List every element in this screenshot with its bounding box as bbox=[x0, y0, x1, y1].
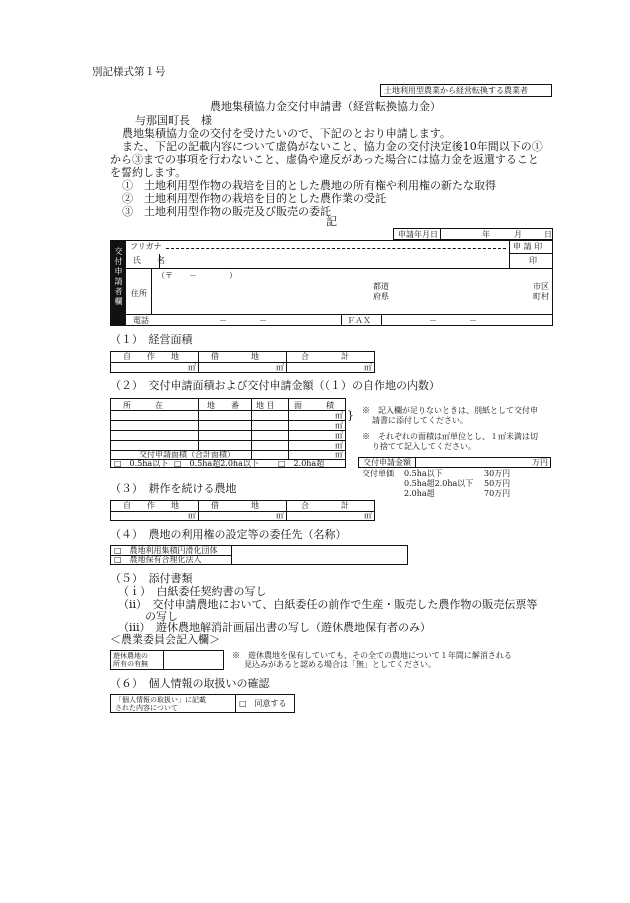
applicant-side-label: 交付申請者欄 bbox=[111, 241, 126, 325]
note-1b: 請書に添付してください。 bbox=[372, 416, 468, 425]
col-total: 合 計 bbox=[301, 352, 349, 361]
total-area-label: 交付申請面積（合計面積） bbox=[139, 450, 235, 459]
name-label: 氏 名 bbox=[133, 256, 165, 265]
col-type: 地 目 bbox=[256, 401, 275, 410]
tier-1-range: 0.5ha以下 bbox=[404, 469, 443, 478]
area-option-3[interactable]: □ 2.0ha超 bbox=[278, 459, 325, 468]
pref-label-1: 都道 bbox=[373, 282, 389, 291]
intro-line-4: を誓約します。 bbox=[110, 166, 187, 179]
ki-label: 記 bbox=[326, 215, 337, 228]
area-option-1[interactable]: □ 0.5ha以下 bbox=[114, 459, 169, 468]
category-label: 土地利用型農業から経営転換する農業者 bbox=[384, 86, 528, 95]
attachment-2: （ⅱ） 交付申請農地において、白紙委任の前作で生産・販売した農作物の販売伝票等 bbox=[118, 598, 538, 611]
pledge-1: ① 土地利用型作物の栽培を目的とした農地の所有権や利用権の新たな取得 bbox=[122, 179, 496, 192]
amount-box bbox=[358, 457, 551, 468]
seal-mark: 印 bbox=[529, 256, 537, 265]
application-date-row bbox=[393, 228, 553, 240]
intro-line-3: から③までの事項を行わないこと、虚偽や違反があった場合には協力金を返還すること bbox=[110, 153, 539, 166]
idle-label-1: 遊休農地の bbox=[113, 652, 148, 660]
section1-heading: （１） 経営面積 bbox=[110, 333, 193, 346]
addressee: 与那国町長 様 bbox=[135, 114, 212, 127]
applicant-table bbox=[110, 240, 553, 326]
col-total: 合 計 bbox=[301, 501, 349, 510]
date-label: 申請年月日 bbox=[398, 230, 438, 239]
address-label: 住所 bbox=[131, 289, 147, 298]
unit: ㎡ bbox=[188, 511, 196, 520]
unit: ㎡ bbox=[364, 363, 372, 372]
option-circulation-body[interactable]: □ 農地利用集積円滑化団体 bbox=[114, 546, 218, 555]
fax-dash: － － bbox=[429, 316, 477, 325]
tier-2-amount: 50万円 bbox=[484, 479, 511, 488]
col-leased: 借 地 bbox=[211, 501, 259, 510]
area-option-2[interactable]: □ 0.5ha超2.0ha以下 bbox=[174, 459, 259, 468]
idle-land-box bbox=[110, 650, 224, 670]
idle-note-1: ※ 遊休農地を保有していても、その全ての農地について１年間に解消される bbox=[232, 651, 512, 660]
unit-price-label: 交付単価 bbox=[362, 469, 394, 478]
attachment-1: （ｉ） 白紙委任契約書の写し bbox=[118, 585, 267, 598]
col-location: 所 在 bbox=[123, 401, 163, 410]
pledge-3: ③ 土地利用型作物の販売及び販売の委託 bbox=[122, 205, 331, 218]
col-owned: 自 作 地 bbox=[123, 501, 179, 510]
section6-heading: （６） 個人情報の取扱いの確認 bbox=[110, 677, 270, 690]
col-lot: 地 番 bbox=[207, 401, 239, 410]
form-number: 別記様式第１号 bbox=[92, 66, 166, 78]
unit: ㎡ bbox=[276, 363, 284, 372]
note-1a: ※ 記入欄が足りないときは、別紙として交付申 bbox=[362, 406, 538, 415]
fax-label: ＦＡＸ bbox=[347, 316, 371, 325]
tier-3-range: 2.0ha超 bbox=[404, 489, 435, 498]
idle-note-2: 見込みがあると認める場合は「無」としてください。 bbox=[244, 660, 436, 669]
page-title: 農地集積協力金交付申請書（経営転換協力金） bbox=[210, 100, 441, 113]
amount-label: 交付申請金額 bbox=[363, 458, 411, 467]
unit: ㎡ bbox=[335, 421, 343, 430]
section2-table bbox=[110, 398, 346, 468]
postal-label: （〒 － ） bbox=[157, 271, 237, 280]
month-label: 月 bbox=[514, 230, 522, 239]
phone-label: 電話 bbox=[133, 316, 149, 325]
agree-checkbox[interactable]: □ 同意する bbox=[239, 699, 287, 708]
option-rationalization-corp[interactable]: □ 農地保有合理化法人 bbox=[114, 555, 202, 564]
unit: ㎡ bbox=[364, 511, 372, 520]
note-2a: ※ それぞれの面積は㎡単位とし、１㎡未満は切 bbox=[362, 432, 538, 441]
privacy-box bbox=[110, 694, 295, 713]
category-box bbox=[380, 84, 552, 97]
amount-unit: 万円 bbox=[532, 458, 548, 467]
unit: ㎡ bbox=[335, 450, 343, 459]
section4-heading: （４） 農地の利用権の設定等の委任先（名称） bbox=[110, 528, 347, 541]
year-label: 年 bbox=[482, 230, 490, 239]
privacy-label-2: された内容について bbox=[115, 704, 178, 712]
unit: ㎡ bbox=[276, 511, 284, 520]
intro-line-2: また、下記の記載内容について虚偽がないこと、協力金の交付決定後10年間以下の① bbox=[122, 140, 543, 153]
tier-3-amount: 70万円 bbox=[484, 489, 511, 498]
city-label-2: 町村 bbox=[533, 292, 549, 301]
section5-heading: （５） 添付書類 bbox=[110, 572, 193, 585]
bracket-icon: } bbox=[347, 409, 354, 422]
committee-label: ＜農業委員会記入欄＞ bbox=[110, 633, 220, 646]
phone-dash: － － bbox=[219, 316, 267, 325]
pledge-2: ② 土地利用型作物の栽培を目的とした農作業の受託 bbox=[122, 192, 386, 205]
section3-heading: （３） 耕作を続ける農地 bbox=[110, 482, 237, 495]
unit: ㎡ bbox=[335, 431, 343, 440]
pref-label-2: 府県 bbox=[373, 292, 389, 301]
day-label: 日 bbox=[544, 230, 552, 239]
section2-heading: （２） 交付申請面積および交付申請金額（（１）の自作地の内数） bbox=[110, 379, 440, 392]
furigana-label: フリガナ bbox=[130, 242, 162, 251]
col-owned: 自 作 地 bbox=[123, 352, 179, 361]
unit: ㎡ bbox=[188, 363, 196, 372]
attachment-2-cont: の写し bbox=[145, 610, 178, 623]
idle-label-2: 所有の有無 bbox=[113, 660, 148, 668]
unit: ㎡ bbox=[335, 441, 343, 450]
section3-table bbox=[110, 500, 375, 521]
unit: ㎡ bbox=[335, 411, 343, 420]
privacy-label-1: 「個人情報の取扱い」に記載 bbox=[115, 696, 206, 704]
section4-table bbox=[110, 545, 408, 565]
seal-label: 申 請 印 bbox=[513, 242, 543, 251]
section1-table bbox=[110, 351, 375, 373]
col-leased: 借 地 bbox=[211, 352, 259, 361]
tier-1-amount: 30万円 bbox=[484, 469, 511, 478]
city-label-1: 市区 bbox=[533, 282, 549, 291]
tier-2-range: 0.5ha超2.0ha以下 bbox=[404, 479, 474, 488]
note-2b: り捨てて記入してください。 bbox=[372, 442, 476, 451]
attachment-3: （ⅲ） 遊休農地解消計画届出書の写し（遊休農地保有者のみ） bbox=[118, 621, 432, 634]
intro-line-1: 農地集積協力金の交付を受けたいので、下記のとおり申請します。 bbox=[122, 127, 451, 140]
col-area: 面 積 bbox=[294, 401, 334, 410]
